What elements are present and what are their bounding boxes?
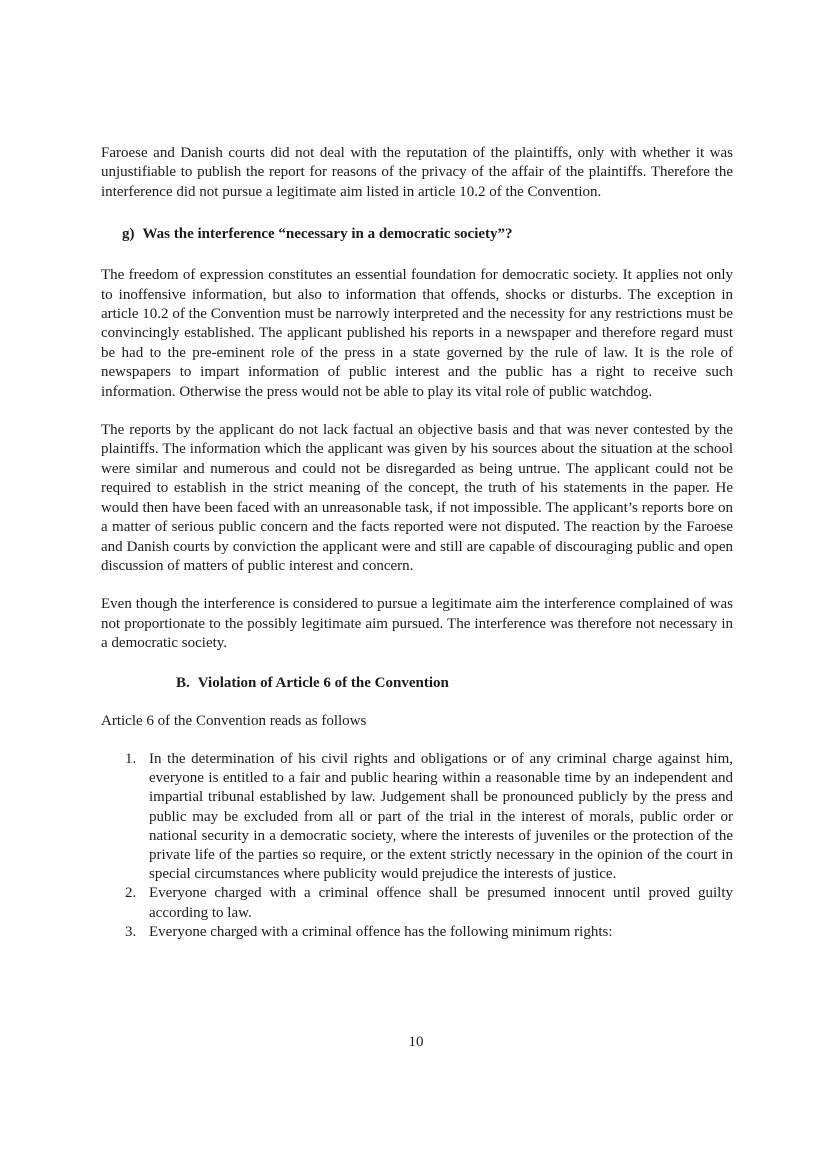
spacer <box>101 731 733 750</box>
list-item-number: 3. <box>125 923 137 940</box>
section-heading-b-text: Violation of Article 6 of the Convention <box>197 674 449 691</box>
paragraph-reports-factual-basis: The reports by the applicant do not lack factual an objective basis and that was never contested by the plaintiffs. The information which the applicant was given by his sources about the situation at the school were similar and numerous and could not be disregarded as being untrue. The applicant could not be required to establish in the strict meaning of the concept, the truth of his statements in the paper. He would then have been faced with an unreasonable task, if not impossible. The applicant’s reports bore on a matter of serious public concern and the facts reported were not disputed. The reaction by the Faroese and Danish courts by conviction the applicant were and still are capable of discouraging public and open discussion of matters of public interest and concern. <box>101 422 733 574</box>
list-item <box>125 923 733 942</box>
document-page <box>101 144 733 942</box>
spacer <box>101 402 733 421</box>
spacer <box>101 654 733 673</box>
paragraph-proportionality: Even though the interference is considered to pursue a legitimate aim the interference complained of was not proportionate to the possibly legitimate aim pursued. The interference was therefore not necessary in a democratic society. <box>101 596 733 652</box>
section-heading-g-marker: g) <box>122 226 135 243</box>
article-6-list <box>125 750 733 942</box>
spacer <box>101 576 733 595</box>
list-item <box>125 884 733 922</box>
list-item-text: In the determination of his civil rights and obligations or of any criminal charge against him, everyone is entitled to a fair and public hearing within a reasonable time by an independent and impartial tribunal established by law. Judgement shall be pronounced publicly by the press and public may be excluded from all or part of the trial in the interest of morals, public order or national security in a democratic society, where the interests of juveniles or the protection of the private life of the parties so require, or the extent strictly necessary in the opinion of the court in special circumstances where publicity would prejudice the interests of justice. <box>149 750 733 883</box>
paragraph-article-6-intro: Article 6 of the Convention reads as follows <box>101 712 367 729</box>
list-item <box>125 750 733 884</box>
list-item-number: 1. <box>125 750 137 767</box>
spacer <box>101 693 733 712</box>
spacer <box>101 244 733 266</box>
list-item-text: Everyone charged with a criminal offence shall be presumed innocent until proved guilty according to law. <box>149 885 733 921</box>
section-heading-g-text: Was the interference “necessary in a democratic society”? <box>142 226 513 243</box>
paragraph-freedom-of-expression: The freedom of expression constitutes an essential foundation for democratic society. It applies not only to inoffensive information, but also to information that offends, shocks or disturbs. The exception in article 10.2 of the Convention must be narrowly interpreted and the necessity for any restrictions must be convincingly established. The applicant published his reports in a newspaper and therefore regard must be had to the pre-eminent role of the press in a state governed by the rule of law. It is the role of newspapers to impart information of public interest and the public has a right to receive such information. Otherwise the press would not be able to play its vital role of public watchdog. <box>101 267 733 400</box>
section-heading-b <box>101 673 733 693</box>
section-heading-b-marker: B. <box>176 674 190 691</box>
list-item-number: 2. <box>125 885 137 902</box>
page-number: 10 <box>408 1034 424 1050</box>
spacer <box>101 202 733 224</box>
list-item-text: Everyone charged with a criminal offence has the following minimum rights: <box>149 923 613 940</box>
section-heading-g <box>101 224 733 244</box>
paragraph-privacy: Faroese and Danish courts did not deal with the reputation of the plaintiffs, only with whether it was unjustifiable to publish the report for reasons of the privacy of the affair of the plaintiffs. Therefore the interference did not pursue a legitimate aim listed in article 10.2 of the Convention. <box>101 145 733 200</box>
